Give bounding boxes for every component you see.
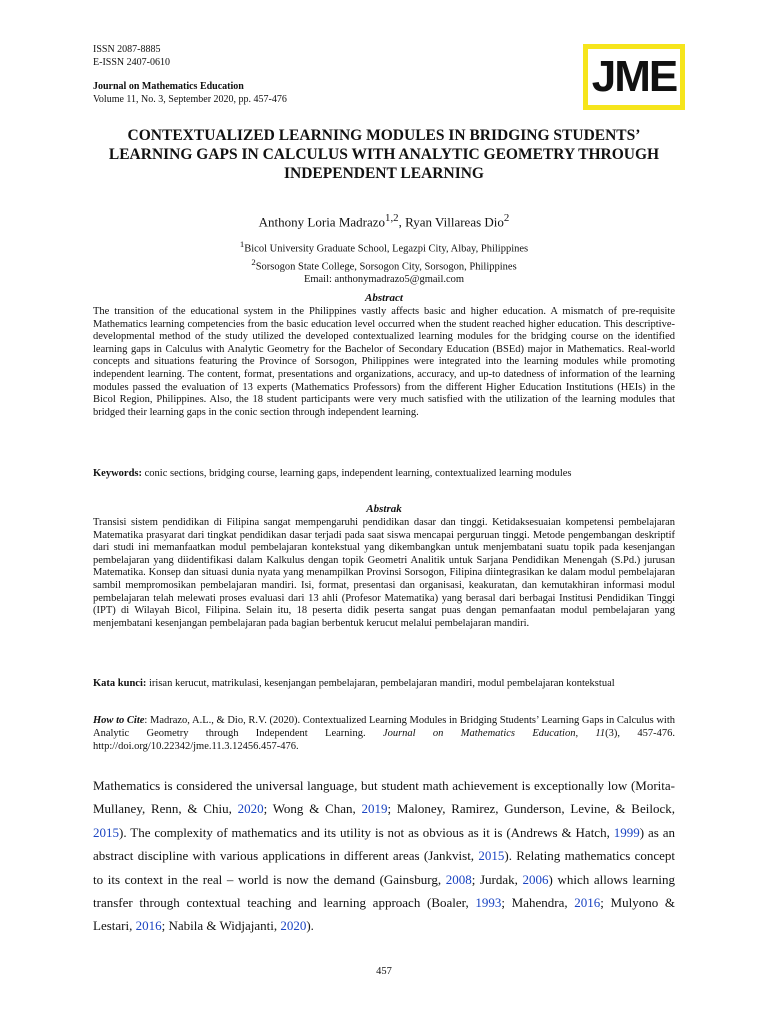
- cite-label: How to Cite: [93, 715, 145, 726]
- cite-pre: : Madrazo, A.L., & Dio, R.V. (2020). Contextualized Learning Modules in Bridging Students’ Learning Gaps in Calculus with Analytic Geometry through Independent Learning.: [93, 715, 675, 739]
- author-1: Anthony Loria Madrazo: [258, 214, 386, 230]
- journal-name: Journal on Mathematics Education: [93, 81, 244, 92]
- author-sep: ,: [398, 214, 406, 230]
- author-2-sup: 2: [503, 212, 510, 224]
- body-text: ; Wong & Chan,: [263, 801, 362, 817]
- eissn: E-ISSN 2407-0610: [93, 56, 170, 68]
- issn: ISSN 2087-8885: [93, 44, 161, 55]
- email: Email: anthonymadrazo5@gmail.com: [303, 274, 465, 285]
- body-text: ; Mahendra,: [501, 895, 575, 911]
- body-text: ) as an abstract discipline with various applications in different areas (Jankvist,: [93, 824, 675, 864]
- aff-2-sup: 2: [251, 256, 256, 267]
- citation-year: 2019: [361, 801, 388, 817]
- citation-year: 2015: [93, 824, 119, 840]
- body-paragraph: [93, 774, 675, 938]
- kata-kunci-label: Kata kunci:: [93, 678, 147, 689]
- citation-year: 2016: [574, 895, 601, 911]
- aff-2: Sorsogon State College, Sorsogon City, Sorsogon, Philippines: [255, 261, 517, 272]
- citation-year: 1993: [475, 895, 502, 911]
- author-2: Ryan Villareas Dio: [405, 214, 504, 230]
- body-text: ) which allows learning transfer through contextual teaching and learning approach (Boaler,: [93, 871, 675, 911]
- aff-1: Bicol University Graduate School, Legazpi City, Albay, Philippines: [244, 243, 529, 255]
- citation-year: 2020: [280, 918, 307, 934]
- body-text: ). Relating mathematics concept to its context in the real – world is now the demand (Gainsburg,: [93, 848, 675, 887]
- body-text: Mathematics is considered the universal language, but student math achievement is exceptionally low (Morita-Mullaney, Renn, & Chiu,: [93, 778, 675, 817]
- citation-year: 2016: [135, 918, 162, 934]
- volume-info: Volume 11, No. 3, September 2020, pp. 457-476: [93, 93, 287, 105]
- citation-year: 1999: [613, 824, 640, 840]
- body-text: ; Mulyono & Lestari,: [93, 895, 676, 934]
- abstract-text: The transition of the educational system in the Philippines vastly affects basic and higher education. A mismatch of pre-requisite Mathematics learning competencies from the basic education level occurred when the student reached higher education. This descriptive-developmental method of the study utilized the developed contextualized learning modules for the bridging course on the identified learning gaps in Calculus with Analytic Geometry for the Bachelor of Secondary Education (BSEd) major in Mathematics. Real-world concepts and situations featuring the Province of Sorsogon, Philippines were integrated into the learning modules while promoting independent learning. The content, format, presentations and organizations, accuracy, and up-to datedness of information of the learning modules passed the evaluation of 13 experts (Mathematics Professors) from the different Higher Education Institutions (HEIs) in the Bicol Region, Philippines. Also, the 18 student participants were very much satisfied with the utilization of the learning modules that bridged their learning gaps in the conic section through independent learning.: [93, 306, 675, 418]
- abstrak-heading: Abstrak: [366, 503, 402, 515]
- aff-1-sup: 1: [239, 239, 245, 249]
- citation-year: 2008: [445, 871, 472, 887]
- body-text: ; Nabila & Widjajanti,: [161, 918, 281, 934]
- journal-header: [93, 44, 287, 106]
- keywords-text: conic sections, bridging course, learning gaps, independent learning, contextualized learning modules: [144, 468, 572, 479]
- body-text: ; Maloney, Ramirez, Gunderson, Levine, & Beilock,: [387, 801, 675, 817]
- keywords-label: Keywords:: [93, 468, 142, 479]
- citation-year: 2006: [522, 871, 549, 887]
- kata-kunci-text: irisan kerucut, matrikulasi, kesenjangan pembelajaran, pembelajaran mandiri, modul pembelajaran kontekstual: [149, 678, 615, 689]
- how-to-cite: [93, 714, 675, 753]
- abstract-heading: Abstract: [365, 292, 403, 304]
- cite-post: (3), 457-476. http://doi.org/10.22342/jme.11.3.12456.457-476.: [93, 728, 675, 752]
- abstrak-text: Transisi sistem pendidikan di Filipina sangat mempengaruhi pendidikan dasar dan tinggi. Ketidaksesuaian kompetensi pembelajaran Matematika prasyarat dari tingkat pendidikan dasar terjadi pada saat siswa mencapai perguruan tinggi. Metode pengembangan deskriptif dari studi ini memanfaatkan modul pembelajaran kontekstual yang dikembangkan untuk menjembatani suatu topik pada kesenjangan pembelajaran yang diidentifikasi dalam Kalkulus dengan topik Geometri Analitik untuk Sarjana Pendidikan Menengah (S.Pd.) jurusan Matematika. Konsep dan situasi dunia nyata yang menampilkan Provinsi Sorsogon, Filipina diintegrasikan ke dalam modul pembelajaran sambil mempromosikan pembelajaran mandiri. Isi, format, presentasi dan organisasi, keakuratan, dan kemutakhiran informasi modul pembelajaran telah melewati proses evaluasi dari 13 ahli (Profesor Matematika) yang berasal dari berbagai Institusi Pendidikan Tinggi (IPT) di Wilayah Bicol, Filipina. Selain itu, 18 peserta didik peserta sangat puas dengan pemanfaatan modul pembelajaran yang menjembatani kesenjangan pembelajaran pada bagian berbentuk kerucut melalui pembelajaran mandiri.: [93, 517, 675, 629]
- keywords: [93, 468, 675, 481]
- article-title: CONTEXTUALIZED LEARNING MODULES IN BRIDGING STUDENTS’ LEARNING GAPS IN CALCULUS WITH ANALYTIC GEOMETRY THROUGH INDEPENDENT LEARNING: [108, 127, 660, 182]
- body-text: ). The complexity of mathematics and its utility is not as obvious as it is (Andrews & Hatch,: [119, 824, 614, 840]
- citation-year: 2015: [478, 848, 505, 864]
- jme-logo-text: JME: [588, 49, 680, 105]
- page-number: 457: [376, 966, 392, 977]
- cite-journal: Journal on Mathematics Education, 11: [382, 728, 606, 739]
- author-1-sup: 1,2: [385, 212, 399, 224]
- body-text: ; Jurdak,: [471, 871, 523, 887]
- body-text: ).: [306, 918, 314, 934]
- jme-logo: [583, 44, 685, 110]
- authors: [93, 212, 675, 230]
- citation-year: 2020: [237, 801, 264, 817]
- affiliations: [93, 238, 675, 286]
- kata-kunci: [93, 678, 675, 691]
